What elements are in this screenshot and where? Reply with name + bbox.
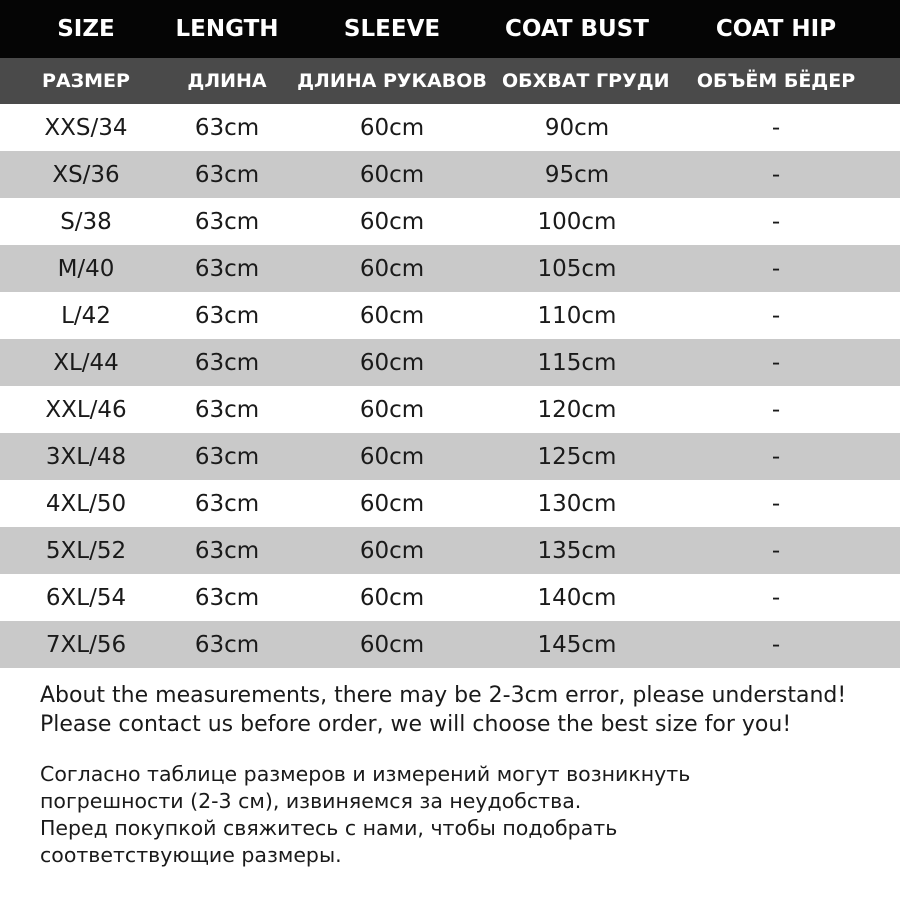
cell-coat-bust: 115cm bbox=[537, 349, 617, 376]
table-row bbox=[0, 433, 900, 480]
cell-size: XL/44 bbox=[53, 349, 119, 376]
cell-coat-hip: - bbox=[771, 114, 781, 141]
cell-sleeve: 60cm bbox=[359, 537, 425, 564]
cell-coat-hip: - bbox=[771, 584, 781, 611]
cell-coat-bust: 145cm bbox=[537, 631, 617, 658]
cell-coat-bust: 140cm bbox=[537, 584, 617, 611]
cell-length: 63cm bbox=[194, 631, 260, 658]
cell-coat-hip: - bbox=[771, 396, 781, 423]
cell-coat-hip: - bbox=[771, 631, 781, 658]
table-row bbox=[0, 621, 900, 668]
table-header-russian bbox=[0, 58, 900, 104]
cell-length: 63cm bbox=[194, 396, 260, 423]
cell-sleeve: 60cm bbox=[359, 161, 425, 188]
cell-sleeve: 60cm bbox=[359, 302, 425, 329]
cell-coat-hip: - bbox=[771, 161, 781, 188]
note-ru-line-2: погрешности (2-3 см), извиняемся за неудобства. bbox=[40, 789, 582, 813]
cell-sleeve: 60cm bbox=[359, 114, 425, 141]
cell-sleeve: 60cm bbox=[359, 631, 425, 658]
cell-size: 4XL/50 bbox=[45, 490, 127, 517]
cell-coat-hip: - bbox=[771, 349, 781, 376]
cell-length: 63cm bbox=[194, 208, 260, 235]
cell-coat-hip: - bbox=[771, 302, 781, 329]
cell-size: 7XL/56 bbox=[45, 631, 127, 658]
cell-coat-bust: 90cm bbox=[544, 114, 610, 141]
header-size: SIZE bbox=[57, 16, 115, 42]
table-row bbox=[0, 104, 900, 151]
note-ru-line-3: Перед покупкой свяжитесь с нами, чтобы подобрать bbox=[40, 816, 618, 840]
cell-length: 63cm bbox=[194, 537, 260, 564]
header-sleeve-ru: ДЛИНА РУКАВОВ bbox=[297, 70, 487, 92]
header-coat-hip: COAT HIP bbox=[715, 16, 837, 42]
note-ru-line-1: Согласно таблице размеров и измерений могут возникнуть bbox=[40, 762, 691, 786]
cell-size: 3XL/48 bbox=[45, 443, 127, 470]
cell-length: 63cm bbox=[194, 161, 260, 188]
cell-size: XS/36 bbox=[52, 161, 120, 188]
table-header-english bbox=[0, 0, 900, 58]
table-row bbox=[0, 151, 900, 198]
cell-coat-hip: - bbox=[771, 255, 781, 282]
cell-coat-bust: 125cm bbox=[537, 443, 617, 470]
cell-size: 6XL/54 bbox=[45, 584, 127, 611]
table-row bbox=[0, 574, 900, 621]
header-size-ru: РАЗМЕР bbox=[42, 70, 130, 92]
cell-sleeve: 60cm bbox=[359, 490, 425, 517]
cell-coat-hip: - bbox=[771, 490, 781, 517]
cell-size: 5XL/52 bbox=[45, 537, 127, 564]
cell-coat-hip: - bbox=[771, 443, 781, 470]
header-length: LENGTH bbox=[175, 16, 279, 42]
header-coat-bust-ru: ОБХВАТ ГРУДИ bbox=[502, 70, 670, 92]
cell-length: 63cm bbox=[194, 349, 260, 376]
cell-length: 63cm bbox=[194, 255, 260, 282]
table-row bbox=[0, 386, 900, 433]
table-row bbox=[0, 198, 900, 245]
table-row bbox=[0, 245, 900, 292]
table-row bbox=[0, 527, 900, 574]
cell-sleeve: 60cm bbox=[359, 584, 425, 611]
table-row bbox=[0, 292, 900, 339]
cell-coat-bust: 105cm bbox=[537, 255, 617, 282]
cell-size: L/42 bbox=[61, 302, 111, 329]
table-row bbox=[0, 339, 900, 386]
cell-coat-hip: - bbox=[771, 537, 781, 564]
cell-sleeve: 60cm bbox=[359, 349, 425, 376]
cell-size: XXL/46 bbox=[45, 396, 127, 423]
cell-length: 63cm bbox=[194, 584, 260, 611]
cell-length: 63cm bbox=[194, 490, 260, 517]
cell-sleeve: 60cm bbox=[359, 255, 425, 282]
cell-coat-bust: 135cm bbox=[537, 537, 617, 564]
cell-size: M/40 bbox=[57, 255, 115, 282]
cell-length: 63cm bbox=[194, 302, 260, 329]
cell-sleeve: 60cm bbox=[359, 443, 425, 470]
cell-coat-hip: - bbox=[771, 208, 781, 235]
cell-size: S/38 bbox=[60, 208, 112, 235]
measurement-notes bbox=[40, 681, 890, 869]
header-sleeve: SLEEVE bbox=[343, 16, 441, 42]
note-ru-line-4: соответствующие размеры. bbox=[40, 843, 342, 867]
note-en-contact: Please contact us before order, we will choose the best size for you! bbox=[40, 712, 792, 737]
cell-coat-bust: 130cm bbox=[537, 490, 617, 517]
header-coat-bust: COAT BUST bbox=[505, 16, 649, 42]
cell-size: XXS/34 bbox=[44, 114, 128, 141]
cell-sleeve: 60cm bbox=[359, 208, 425, 235]
header-coat-hip-ru: ОБЪЁМ БЁДЕР bbox=[696, 70, 856, 92]
size-table-body bbox=[0, 104, 900, 668]
header-length-ru: ДЛИНА bbox=[187, 70, 267, 92]
table-row bbox=[0, 480, 900, 527]
cell-coat-bust: 100cm bbox=[537, 208, 617, 235]
cell-length: 63cm bbox=[194, 443, 260, 470]
cell-sleeve: 60cm bbox=[359, 396, 425, 423]
cell-coat-bust: 110cm bbox=[537, 302, 617, 329]
cell-length: 63cm bbox=[194, 114, 260, 141]
note-russian-block bbox=[40, 761, 890, 869]
cell-coat-bust: 120cm bbox=[537, 396, 617, 423]
note-en-error: About the measurements, there may be 2-3cm error, please understand! bbox=[40, 683, 847, 708]
cell-coat-bust: 95cm bbox=[544, 161, 610, 188]
